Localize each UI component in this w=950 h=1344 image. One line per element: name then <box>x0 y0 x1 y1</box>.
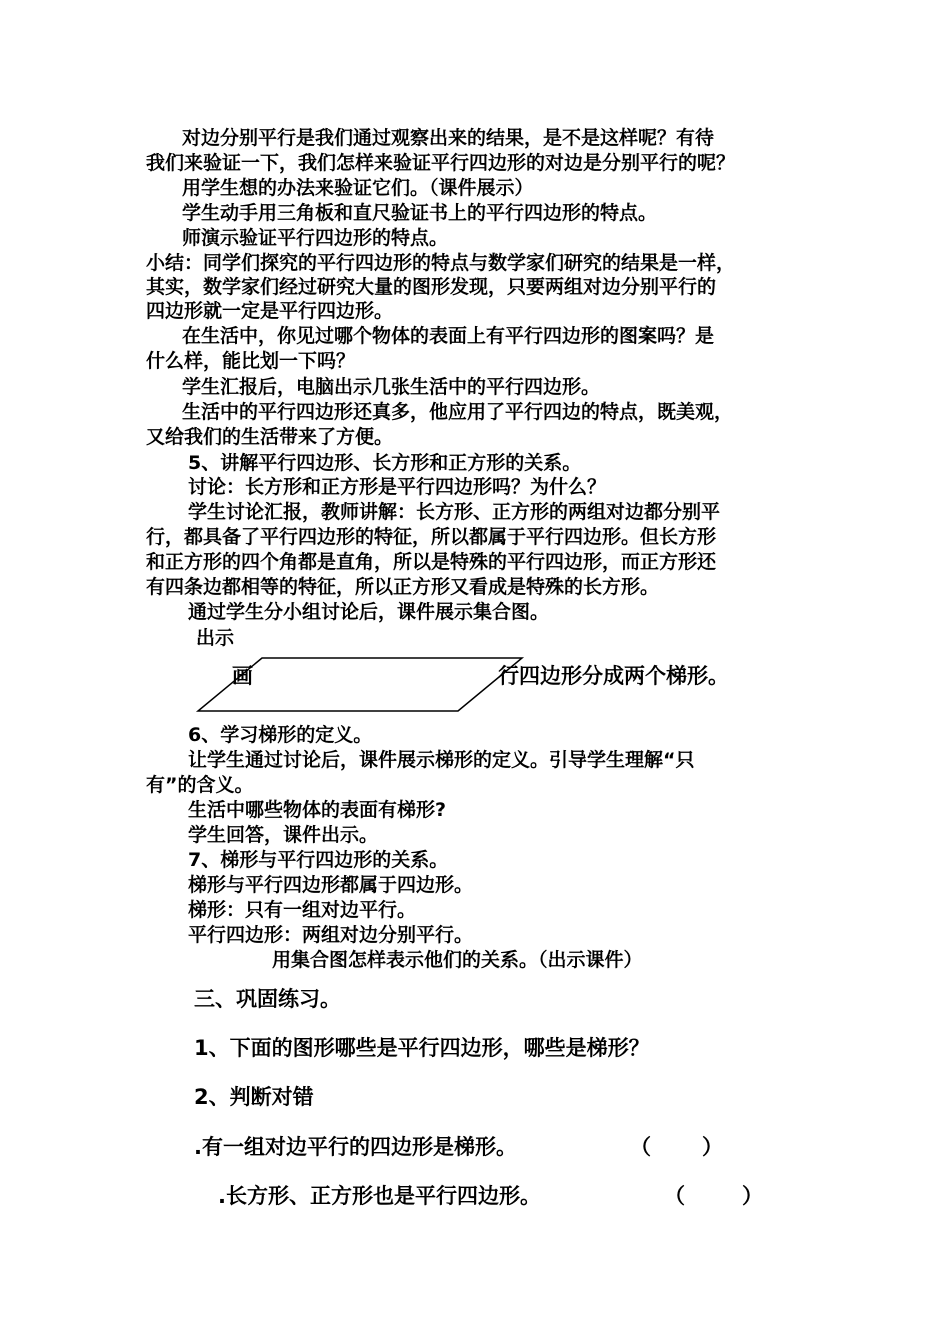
text-line: 讨论：长方形和正方形是平行四边形吗？为什么？ <box>188 476 607 498</box>
text-line: 用学生想的办法来验证它们。（课件展示） <box>182 177 534 199</box>
text-line-partial: 画 <box>232 664 253 688</box>
true-false-question: .长方形、正方形也是平行四边形。 <box>218 1184 541 1208</box>
text-line: 用集合图怎样表示他们的关系。（出示课件） <box>272 949 643 971</box>
answer-blank-open: （ <box>630 1135 651 1159</box>
exercise-item: 1、下面的图形哪些是平行四边形，哪些是梯形？ <box>194 1036 650 1060</box>
text-line: 小结：同学们探究的平行四边形的特点与数学家们研究的结果是一样， <box>146 252 736 274</box>
parallelogram-outline <box>198 658 522 711</box>
text-line: 在生活中，你见过哪个物体的表面上有平行四边形的图案吗？是 <box>182 325 715 347</box>
exercise-item: 2、判断对错 <box>194 1085 314 1109</box>
answer-blank-close: ） <box>742 1184 763 1208</box>
text-line: 对边分别平行是我们通过观察出来的结果，是不是这样呢？有待 <box>182 127 715 149</box>
text-line: 我们来验证一下，我们怎样来验证平行四边形的对边是分别平行的呢？ <box>146 152 736 174</box>
text-line: 平行四边形：两组对边分别平行。 <box>188 924 474 946</box>
text-line: 行，都具备了平行四边形的特征，所以都属于平行四边形。但长方形 <box>146 526 717 548</box>
text-line: 和正方形的四个角都是直角，所以是特殊的平行四边形，而正方形还 <box>146 551 717 573</box>
text-line: 有”的含义。 <box>146 774 254 796</box>
text-line: 出示 <box>196 627 235 649</box>
text-line: 让学生通过讨论后，课件展示梯形的定义。引导学生理解“只 <box>188 749 695 771</box>
answer-blank-close: ） <box>702 1135 723 1159</box>
parallelogram-shape <box>196 655 526 715</box>
text-line: 生活中的平行四边形还真多，他应用了平行四边的特点，既美观， <box>182 401 734 423</box>
section-heading: 7、梯形与平行四边形的关系。 <box>188 849 449 871</box>
text-line-partial: 行四边形分成两个梯形。 <box>498 664 729 688</box>
text-line: 学生动手用三角板和直尺验证书上的平行四边形的特点。 <box>182 202 658 224</box>
text-line: 学生讨论汇报，教师讲解：长方形、正方形的两组对边都分别平 <box>188 501 721 523</box>
section-heading: 6、学习梯形的定义。 <box>188 724 373 746</box>
answer-blank-open: （ <box>664 1184 685 1208</box>
text-line: 又给我们的生活带来了方便。 <box>146 426 394 448</box>
text-line: 其实，数学家们经过研究大量的图形发现，只要两组对边分别平行的 <box>146 276 717 298</box>
text-line: 学生汇报后，电脑出示几张生活中的平行四边形。 <box>182 376 601 398</box>
text-line: 梯形与平行四边形都属于四边形。 <box>188 874 474 896</box>
text-line: 师演示验证平行四边形的特点。 <box>182 227 449 249</box>
section-heading: 5、讲解平行四边形、长方形和正方形的关系。 <box>188 452 582 474</box>
text-line: 生活中哪些物体的表面有梯形? <box>188 799 447 821</box>
text-line: 有四条边都相等的特征，所以正方形又看成是特殊的长方形。 <box>146 576 660 598</box>
true-false-question: .有一组对边平行的四边形是梯形。 <box>194 1135 517 1159</box>
text-line: 学生回答，课件出示。 <box>188 824 379 846</box>
text-line: 通过学生分小组讨论后，课件展示集合图。 <box>188 601 550 623</box>
text-line: 什么样，能比划一下吗？ <box>146 350 356 372</box>
text-line: 四边形就一定是平行四边形。 <box>146 300 394 322</box>
text-line: 梯形：只有一组对边平行。 <box>188 899 417 921</box>
section-heading: 三、巩固练习。 <box>194 987 341 1011</box>
